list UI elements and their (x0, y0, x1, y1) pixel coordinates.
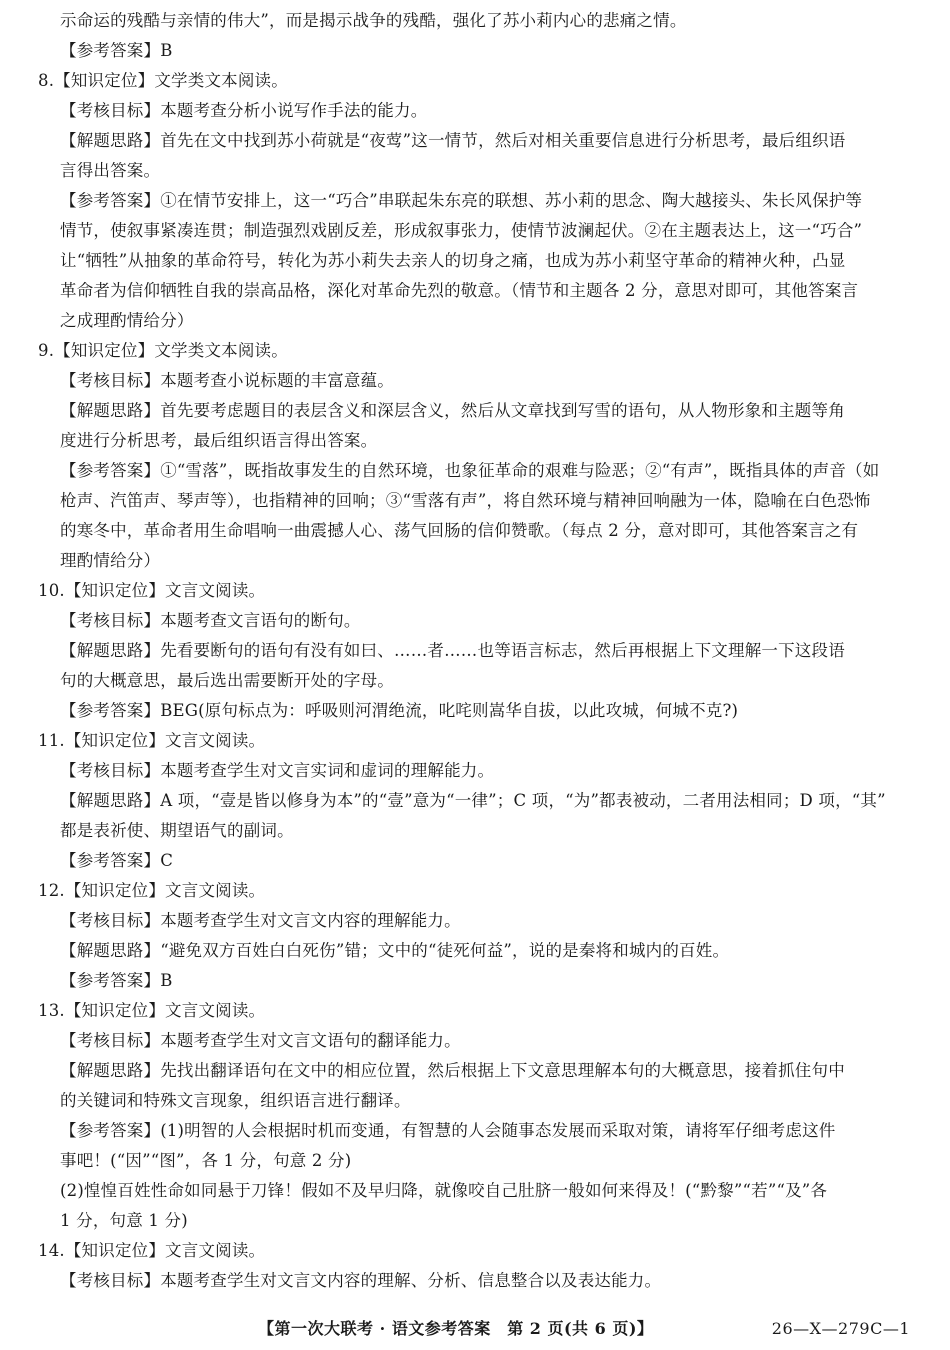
text-line: 【参考答案】C (60, 851, 174, 870)
text-line: 【考核目标】本题考查分析小说写作手法的能力。 (60, 101, 428, 120)
text-line: 【解题思路】先找出翻译语句在文中的相应位置，然后根据上下文意思理解本句的大概意思，接着抓住句中 (60, 1061, 845, 1080)
text-line: 的关键词和特殊文言现象，组织语言进行翻译。 (60, 1091, 411, 1110)
text-line: 理酌情给分） (60, 551, 161, 570)
text-line: 9.【知识定位】文学类文本阅读。 (38, 341, 288, 360)
text-line: 【解题思路】首先要考虑题目的表层含义和深层含义，然后从文章找到写雪的语句，从人物形象和主题等角 (60, 401, 845, 420)
text-line: 【参考答案】B (60, 41, 173, 60)
text-line: 【参考答案】(1)明智的人会根据时机而变通，有智慧的人会随事态发展而采取对策，请将军仔细考虑这件 (60, 1121, 836, 1140)
text-line: 都是表祈使、期望语气的副词。 (60, 821, 294, 840)
page-footer (0, 1314, 950, 1344)
text-line: 示命运的残酷与亲情的伟大”，而是揭示战争的残酷，强化了苏小莉内心的悲痛之情。 (60, 11, 687, 30)
text-line: 10.【知识定位】文言文阅读。 (38, 581, 266, 600)
text-line: 【考核目标】本题考查学生对文言文语句的翻译能力。 (60, 1031, 461, 1050)
text-line: 【解题思路】首先在文中找到苏小荷就是“夜莺”这一情节，然后对相关重要信息进行分析思考，最后组织语 (60, 131, 846, 150)
text-line: 的寒冬中，革命者用生命唱响一曲震撼人心、荡气回肠的信仰赞歌。（每点 2 分，意对即可，其他答案言之有 (60, 521, 859, 540)
text-line: 【解题思路】先看要断句的语句有没有如曰、……者……也等语言标志，然后再根据上下文理解一下这段语 (60, 641, 845, 660)
text-line: 【参考答案】①“雪落”，既指故事发生的自然环境，也象征革命的艰难与险恶；②“有声”，既指具体的声音（如 (60, 461, 880, 480)
text-line: 【考核目标】本题考查学生对文言实词和虚词的理解能力。 (60, 761, 495, 780)
text-line: 11.【知识定位】文言文阅读。 (38, 731, 266, 750)
text-line: 事吧！(“因”“图”，各 1 分，句意 2 分) (60, 1151, 352, 1170)
text-line: 8.【知识定位】文学类文本阅读。 (38, 71, 288, 90)
text-line: (2)惶惶百姓性命如同悬于刀锋！假如不及早归降，就像咬自己肚脐一般如何来得及！(“黔黎”“若”“及”各 (60, 1181, 828, 1200)
footer-code: 26—X—279C—1 (771, 1319, 910, 1338)
text-line: 13.【知识定位】文言文阅读。 (38, 1001, 266, 1020)
text-line: 度进行分析思考，最后组织语言得出答案。 (60, 431, 378, 450)
answer-key-body (38, 6, 910, 1296)
text-line: 1 分，句意 1 分) (60, 1211, 188, 1230)
text-line: 句的大概意思，最后选出需要断开处的字母。 (60, 671, 394, 690)
text-line: 【解题思路】“避免双方百姓白白死伤”错；文中的“徒死何益”，说的是秦将和城内的百姓。 (60, 941, 730, 960)
text-line: 【考核目标】本题考查小说标题的丰富意蕴。 (60, 371, 394, 390)
text-line: 【考核目标】本题考查学生对文言文内容的理解能力。 (60, 911, 461, 930)
text-line: 言得出答案。 (60, 161, 161, 180)
text-line: 【解题思路】A 项，“壹是皆以修身为本”的“壹”意为“一律”；C 项，“为”都表被动，二者用法相同；D 项，“其” (60, 791, 886, 810)
text-line: 14.【知识定位】文言文阅读。 (38, 1241, 266, 1260)
text-line: 让“牺牲”从抽象的革命符号，转化为苏小莉失去亲人的切身之痛，也成为苏小莉坚守革命的精神火种，凸显 (60, 251, 846, 270)
text-line: 【考核目标】本题考查学生对文言文内容的理解、分析、信息整合以及表达能力。 (60, 1271, 662, 1290)
text-line: 【参考答案】BEG(原句标点为：呼吸则河渭绝流，叱咤则嵩华自拔，以此攻城，何城不克?) (60, 701, 739, 720)
text-line: 情节，使叙事紧凑连贯；制造强烈戏剧反差，形成叙事张力，使情节波澜起伏。②在主题表达上，这一“巧合” (60, 221, 863, 240)
text-line: 12.【知识定位】文言文阅读。 (38, 881, 266, 900)
text-line: 【考核目标】本题考查文言语句的断句。 (60, 611, 361, 630)
footer-title: 【第一次大联考 · 语文参考答案 第 2 页(共 6 页)】 (258, 1319, 654, 1338)
text-line: 革命者为信仰牺牲自我的崇高品格，深化对革命先烈的敬意。（情节和主题各 2 分，意思对即可，其他答案言 (60, 281, 859, 300)
text-line: 之成理酌情给分） (60, 311, 194, 330)
text-line: 【参考答案】①在情节安排上，这一“巧合”串联起朱东亮的联想、苏小莉的思念、陶大越接头、朱长风保护等 (60, 191, 863, 210)
text-line: 枪声、汽笛声、琴声等），也指精神的回响；③“雪落有声”，将自然环境与精神回响融为一体，隐喻在白色恐怖 (60, 491, 871, 510)
text-line: 【参考答案】B (60, 971, 173, 990)
